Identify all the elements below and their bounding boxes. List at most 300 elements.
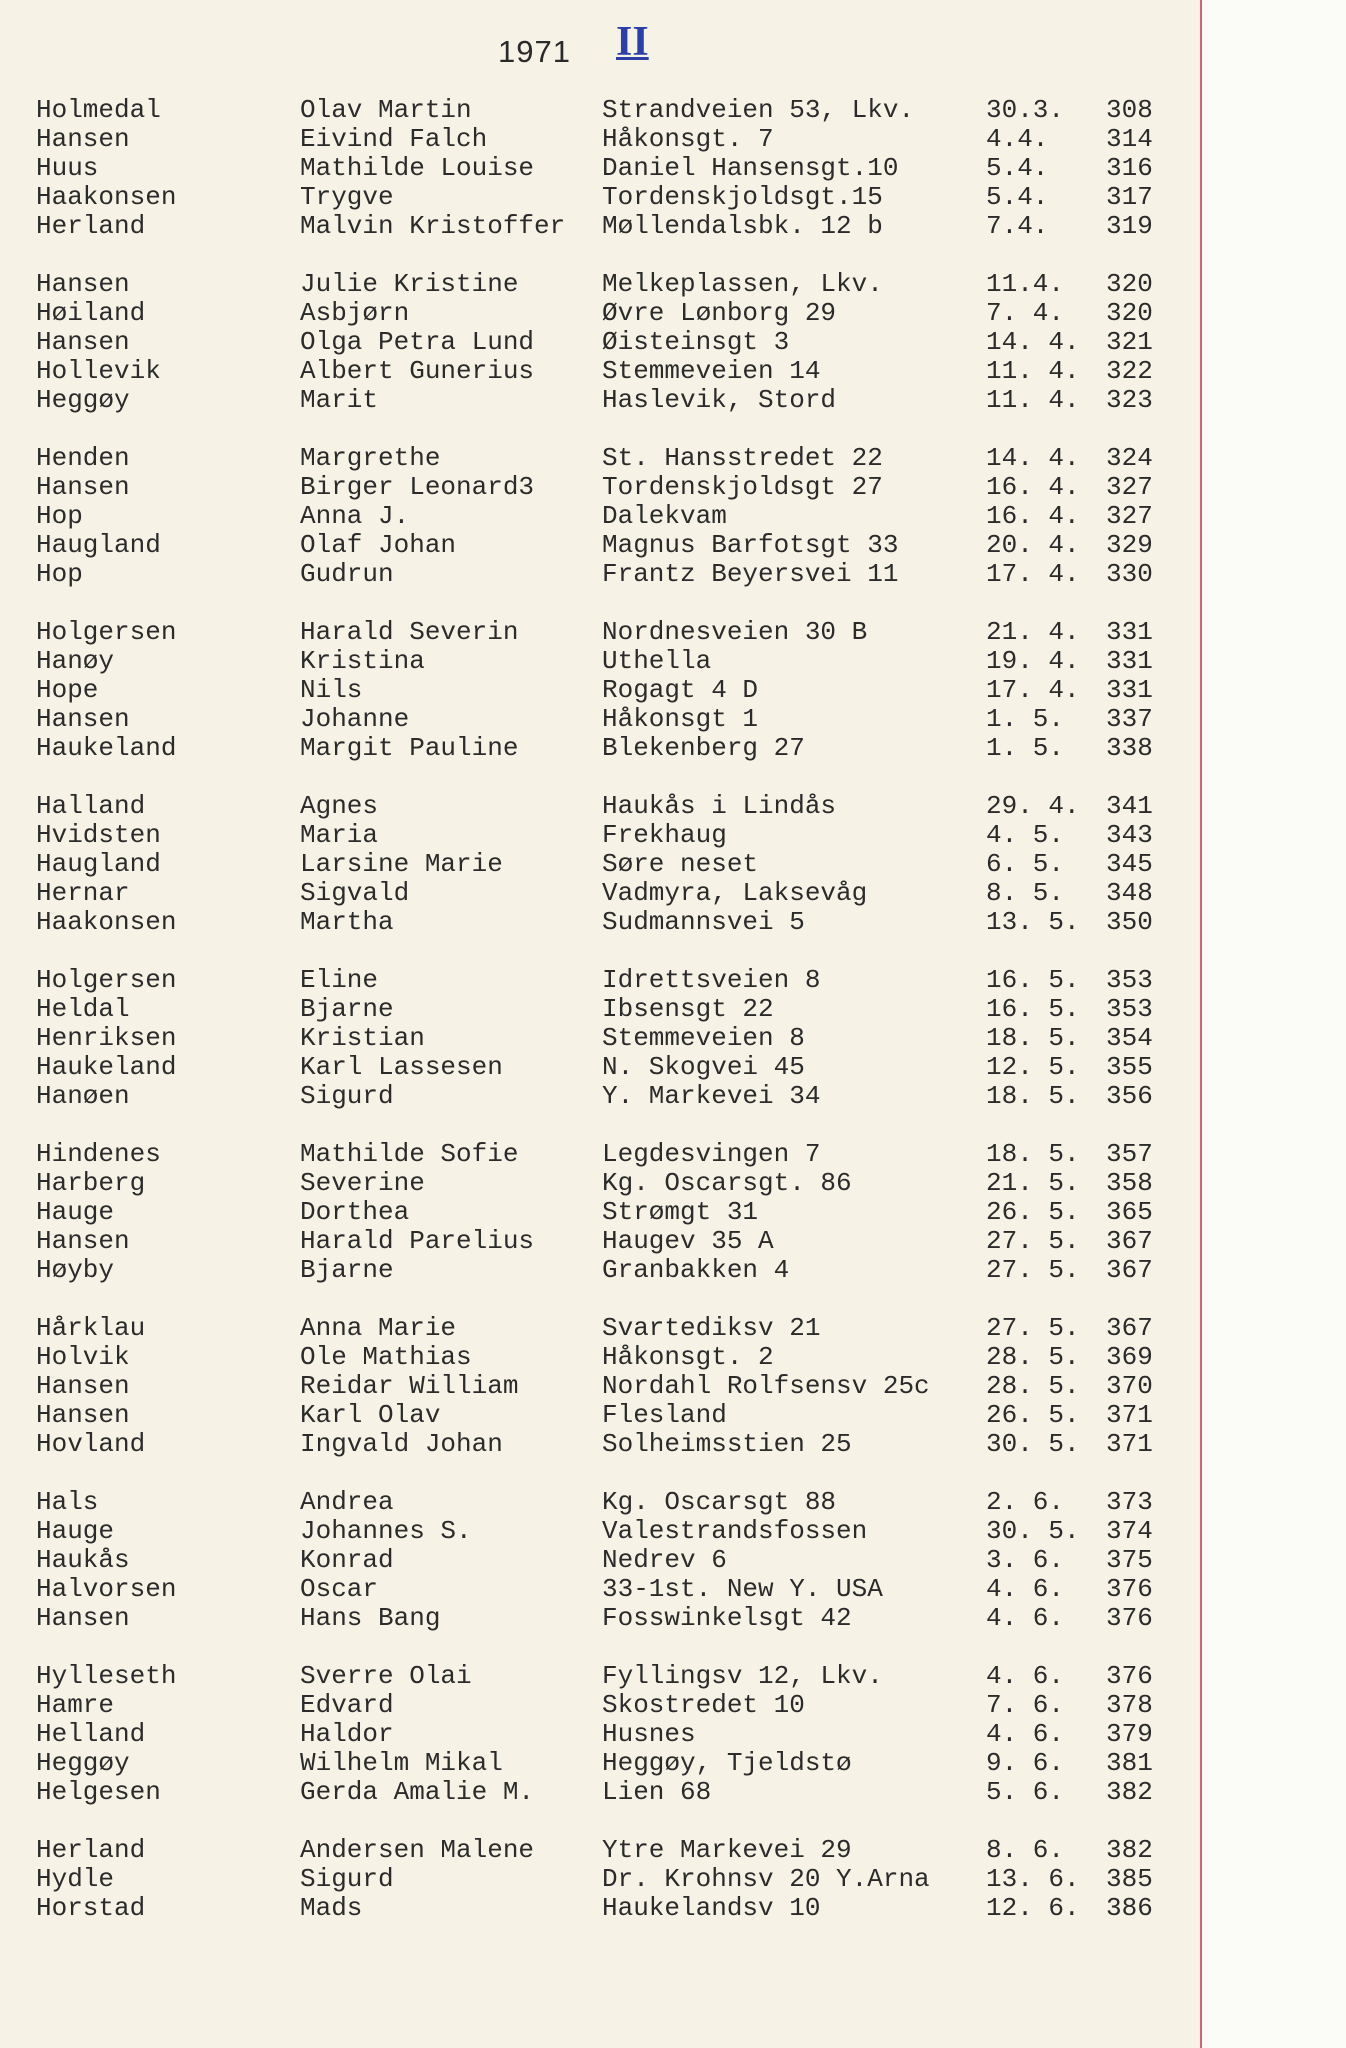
entry-given-names: Sigurd	[300, 1081, 394, 1111]
entry-surname: Holmedal	[36, 95, 161, 125]
entry-surname: Hansen	[36, 1371, 130, 1401]
entry-date: 28. 5.	[986, 1342, 1080, 1372]
entry-surname: Hansen	[36, 472, 130, 502]
entry-surname: Hydle	[36, 1864, 115, 1894]
entry-number: 371	[1106, 1429, 1153, 1459]
register-entry	[0, 792, 1200, 821]
entry-number: 327	[1106, 501, 1153, 531]
entry-address: Fosswinkelsgt 42	[602, 1603, 852, 1633]
register-entry	[0, 1343, 1200, 1372]
register-entry	[0, 299, 1200, 328]
register-entry	[0, 502, 1200, 531]
entry-given-names: Birger Leonard3	[300, 472, 535, 502]
entry-given-names: Julie Kristine	[300, 269, 519, 299]
entry-address: Svartediksv 21	[602, 1313, 821, 1343]
entry-number: 385	[1106, 1864, 1153, 1894]
entry-number: 314	[1106, 124, 1153, 154]
entry-surname: Hanøen	[36, 1081, 130, 1111]
entry-date: 12. 5.	[986, 1052, 1080, 1082]
entry-address: Rogagt 4 D	[602, 675, 759, 705]
entry-surname: Halland	[36, 791, 146, 821]
entry-date: 13. 6.	[986, 1864, 1080, 1894]
entry-address: Daniel Hansensgt.10	[602, 153, 899, 183]
entry-surname: Haukås	[36, 1545, 130, 1575]
entry-surname: Hanøy	[36, 646, 115, 676]
entry-surname: Henden	[36, 443, 130, 473]
entry-date: 5.4.	[986, 182, 1049, 212]
entry-given-names: Andrea	[300, 1487, 394, 1517]
entry-number: 321	[1106, 327, 1153, 357]
entry-number: 308	[1106, 95, 1153, 125]
entry-date: 8. 6.	[986, 1835, 1065, 1865]
entry-given-names: Sverre Olai	[300, 1661, 472, 1691]
entry-date: 11.4.	[986, 269, 1065, 299]
register-entry	[0, 270, 1200, 299]
entry-number: 337	[1106, 704, 1153, 734]
entry-surname: Haakonsen	[36, 907, 177, 937]
entry-date: 7. 4.	[986, 298, 1065, 328]
entry-address: Ytre Markevei 29	[602, 1835, 852, 1865]
entry-surname: Hauge	[36, 1197, 115, 1227]
entry-surname: Holvik	[36, 1342, 130, 1372]
entry-given-names: Trygve	[300, 182, 394, 212]
entry-given-names: Ingvald Johan	[300, 1429, 503, 1459]
entry-surname: Høiland	[36, 298, 146, 328]
entry-given-names: Sigvald	[300, 878, 410, 908]
entry-address: Haugev 35 A	[602, 1226, 774, 1256]
register-entry	[0, 1140, 1200, 1169]
entry-address: Kg. Oscarsgt. 86	[602, 1168, 852, 1198]
entry-number: 345	[1106, 849, 1153, 879]
register-entry	[0, 850, 1200, 879]
entry-surname: Hansen	[36, 327, 130, 357]
entry-address: Haslevik, Stord	[602, 385, 837, 415]
entry-given-names: Mathilde Sofie	[300, 1139, 519, 1169]
entry-surname: Høyby	[36, 1255, 115, 1285]
entry-date: 26. 5.	[986, 1197, 1080, 1227]
register-entry	[0, 1691, 1200, 1720]
entry-number: 367	[1106, 1255, 1153, 1285]
entry-surname: Harberg	[36, 1168, 146, 1198]
register-entry	[0, 125, 1200, 154]
register-entry	[0, 212, 1200, 241]
entry-given-names: Gerda Amalie M.	[300, 1777, 535, 1807]
sheet-number: II	[616, 19, 649, 65]
entry-date: 7.4.	[986, 211, 1049, 241]
entry-surname: Hamre	[36, 1690, 115, 1720]
register-entry	[0, 560, 1200, 589]
entry-date: 27. 5.	[986, 1226, 1080, 1256]
entry-address: Vadmyra, Laksevåg	[602, 878, 868, 908]
entry-date: 4. 6.	[986, 1603, 1065, 1633]
entry-date: 4.4.	[986, 124, 1049, 154]
entry-number: 348	[1106, 878, 1153, 908]
entry-date: 16. 4.	[986, 472, 1080, 502]
entry-address: Solheimsstien 25	[602, 1429, 852, 1459]
entry-date: 4. 6.	[986, 1574, 1065, 1604]
register-entry	[0, 908, 1200, 937]
entry-surname: Helland	[36, 1719, 146, 1749]
register-entry	[0, 154, 1200, 183]
register-entry	[0, 1024, 1200, 1053]
register-entry	[0, 705, 1200, 734]
register-entry	[0, 618, 1200, 647]
entry-given-names: Dorthea	[300, 1197, 410, 1227]
entry-surname: Heggøy	[36, 385, 130, 415]
register-entry	[0, 1372, 1200, 1401]
entry-address: Melkeplassen, Lkv.	[602, 269, 883, 299]
entry-date: 17. 4.	[986, 559, 1080, 589]
entry-number: 355	[1106, 1052, 1153, 1082]
entry-address: Valestrandsfossen	[602, 1516, 868, 1546]
entry-number: 331	[1106, 617, 1153, 647]
entry-given-names: Margrethe	[300, 443, 441, 473]
entry-given-names: Nils	[300, 675, 363, 705]
entry-number: 367	[1106, 1313, 1153, 1343]
entry-address: Y. Markevei 34	[602, 1081, 821, 1111]
entry-surname: Halvorsen	[36, 1574, 177, 1604]
entry-given-names: Larsine Marie	[300, 849, 503, 879]
entry-address: 33-1st. New Y. USA	[602, 1574, 883, 1604]
entry-given-names: Martha	[300, 907, 394, 937]
entry-given-names: Reidar William	[300, 1371, 519, 1401]
entry-given-names: Harald Severin	[300, 617, 519, 647]
entry-date: 4. 6.	[986, 1661, 1065, 1691]
entry-given-names: Karl Lassesen	[300, 1052, 503, 1082]
register-entry	[0, 1401, 1200, 1430]
register-entry	[0, 1749, 1200, 1778]
entry-address: St. Hansstredet 22	[602, 443, 883, 473]
entry-given-names: Johannes S.	[300, 1516, 472, 1546]
entry-number: 316	[1106, 153, 1153, 183]
entry-surname: Haukeland	[36, 733, 177, 763]
register-entry	[0, 96, 1200, 125]
entry-address: Lien 68	[602, 1777, 712, 1807]
entry-given-names: Bjarne	[300, 1255, 394, 1285]
entry-number: 331	[1106, 675, 1153, 705]
entry-given-names: Sigurd	[300, 1864, 394, 1894]
register-entry	[0, 1575, 1200, 1604]
entry-address: Frantz Beyersvei 11	[602, 559, 899, 589]
entry-address: Søre neset	[602, 849, 759, 879]
entry-number: 369	[1106, 1342, 1153, 1372]
entry-date: 11. 4.	[986, 385, 1080, 415]
entry-date: 6. 5.	[986, 849, 1065, 879]
entry-number: 353	[1106, 965, 1153, 995]
entry-address: Tordenskjoldsgt.15	[602, 182, 883, 212]
entry-surname: Herland	[36, 1835, 146, 1865]
entry-date: 5. 6.	[986, 1777, 1065, 1807]
entry-date: 26. 5.	[986, 1400, 1080, 1430]
entry-surname: Hylleseth	[36, 1661, 177, 1691]
entry-date: 30.3.	[986, 95, 1065, 125]
entry-given-names: Oscar	[300, 1574, 379, 1604]
entry-date: 14. 4.	[986, 443, 1080, 473]
register-entry	[0, 1865, 1200, 1894]
entry-given-names: Anna J.	[300, 501, 410, 531]
entry-number: 357	[1106, 1139, 1153, 1169]
entry-surname: Holgersen	[36, 965, 177, 995]
entry-number: 376	[1106, 1574, 1153, 1604]
entry-address: Legdesvingen 7	[602, 1139, 821, 1169]
entry-address: Dr. Krohnsv 20 Y.Arna	[602, 1864, 930, 1894]
entry-date: 8. 5.	[986, 878, 1065, 908]
entry-address: Heggøy, Tjeldstø	[602, 1748, 852, 1778]
entry-surname: Hals	[36, 1487, 99, 1517]
register-entry	[0, 1314, 1200, 1343]
entry-address: N. Skogvei 45	[602, 1052, 805, 1082]
entry-number: 320	[1106, 269, 1153, 299]
entry-surname: Hansen	[36, 1603, 130, 1633]
entry-number: 353	[1106, 994, 1153, 1024]
register-entry	[0, 386, 1200, 415]
entry-number: 322	[1106, 356, 1153, 386]
entry-surname: Haugland	[36, 849, 161, 879]
entry-surname: Huus	[36, 153, 99, 183]
entry-date: 5.4.	[986, 153, 1049, 183]
register-entry	[0, 1778, 1200, 1807]
entry-number: 317	[1106, 182, 1153, 212]
entry-address: Idrettsveien 8	[602, 965, 821, 995]
entry-surname: Helgesen	[36, 1777, 161, 1807]
entry-date: 30. 5.	[986, 1516, 1080, 1546]
entry-number: 319	[1106, 211, 1153, 241]
entry-surname: Hansen	[36, 269, 130, 299]
entry-given-names: Olaf Johan	[300, 530, 457, 560]
entry-given-names: Albert Gunerius	[300, 356, 535, 386]
entry-address: Strømgt 31	[602, 1197, 759, 1227]
register-entry	[0, 1082, 1200, 1111]
entry-surname: Hauge	[36, 1516, 115, 1546]
entry-given-names: Johanne	[300, 704, 410, 734]
register-entry	[0, 1517, 1200, 1546]
entry-given-names: Kristina	[300, 646, 425, 676]
entry-number: 371	[1106, 1400, 1153, 1430]
entry-surname: Horstad	[36, 1893, 146, 1923]
entry-date: 12. 6.	[986, 1893, 1080, 1923]
entry-number: 338	[1106, 733, 1153, 763]
entry-number: 341	[1106, 791, 1153, 821]
entry-date: 2. 6.	[986, 1487, 1065, 1517]
register-entry	[0, 647, 1200, 676]
entry-given-names: Eline	[300, 965, 379, 995]
entry-surname: Hovland	[36, 1429, 146, 1459]
register-entry	[0, 328, 1200, 357]
entry-date: 27. 5.	[986, 1255, 1080, 1285]
entry-date: 16. 5.	[986, 965, 1080, 995]
entry-date: 9. 6.	[986, 1748, 1065, 1778]
entry-given-names: Edvard	[300, 1690, 394, 1720]
entry-surname: Herland	[36, 211, 146, 241]
entry-surname: Haugland	[36, 530, 161, 560]
entry-address: Stemmeveien 14	[602, 356, 821, 386]
entry-address: Magnus Barfotsgt 33	[602, 530, 899, 560]
entry-surname: Hop	[36, 559, 83, 589]
entry-address: Dalekvam	[602, 501, 727, 531]
entry-given-names: Bjarne	[300, 994, 394, 1024]
entry-given-names: Wilhelm Mikal	[300, 1748, 503, 1778]
entry-number: 376	[1106, 1603, 1153, 1633]
entry-number: 367	[1106, 1226, 1153, 1256]
entry-given-names: Olav Martin	[300, 95, 472, 125]
entry-number: 320	[1106, 298, 1153, 328]
entry-date: 13. 5.	[986, 907, 1080, 937]
register-entry	[0, 1546, 1200, 1575]
entry-number: 375	[1106, 1545, 1153, 1575]
entry-date: 18. 5.	[986, 1081, 1080, 1111]
entry-given-names: Gudrun	[300, 559, 394, 589]
entry-number: 382	[1106, 1835, 1153, 1865]
register-entry	[0, 531, 1200, 560]
register-entry	[0, 995, 1200, 1024]
entry-address: Stemmeveien 8	[602, 1023, 805, 1053]
entry-surname: Hop	[36, 501, 83, 531]
register-entry	[0, 1488, 1200, 1517]
entry-surname: Hernar	[36, 878, 130, 908]
entry-address: Kg. Oscarsgt 88	[602, 1487, 837, 1517]
entry-given-names: Haldor	[300, 1719, 394, 1749]
page-year: 1971	[498, 34, 571, 69]
entry-given-names: Marit	[300, 385, 379, 415]
entry-surname: Hollevik	[36, 356, 161, 386]
entry-address: Håkonsgt 1	[602, 704, 759, 734]
entry-address: Haukelandsv 10	[602, 1893, 821, 1923]
register-entry	[0, 1198, 1200, 1227]
entry-date: 16. 4.	[986, 501, 1080, 531]
register-entry	[0, 966, 1200, 995]
register-entry	[0, 1227, 1200, 1256]
register-entry	[0, 1430, 1200, 1459]
entry-date: 3. 6.	[986, 1545, 1065, 1575]
entry-number: 381	[1106, 1748, 1153, 1778]
entry-address: Øisteinsgt 3	[602, 327, 790, 357]
register-entry	[0, 444, 1200, 473]
entry-surname: Hansen	[36, 1226, 130, 1256]
entry-number: 374	[1106, 1516, 1153, 1546]
entry-address: Uthella	[602, 646, 712, 676]
entry-number: 343	[1106, 820, 1153, 850]
entry-number: 323	[1106, 385, 1153, 415]
entry-surname: Hårklau	[36, 1313, 146, 1343]
register-entry	[0, 879, 1200, 908]
entry-given-names: Asbjørn	[300, 298, 410, 328]
entry-given-names: Kristian	[300, 1023, 425, 1053]
entry-address: Granbakken 4	[602, 1255, 790, 1285]
entry-date: 19. 4.	[986, 646, 1080, 676]
register-entry	[0, 821, 1200, 850]
entry-date: 18. 5.	[986, 1023, 1080, 1053]
entry-address: Strandveien 53, Lkv.	[602, 95, 915, 125]
entry-date: 1. 5.	[986, 704, 1065, 734]
register-entry	[0, 1604, 1200, 1633]
register-entry	[0, 734, 1200, 763]
entry-given-names: Mathilde Louise	[300, 153, 535, 183]
entry-given-names: Hans Bang	[300, 1603, 441, 1633]
entry-address: Møllendalsbk. 12 b	[602, 211, 883, 241]
register-entry	[0, 1836, 1200, 1865]
entry-given-names: Eivind Falch	[300, 124, 488, 154]
entry-surname: Hansen	[36, 1400, 130, 1430]
entry-address: Skostredet 10	[602, 1690, 805, 1720]
entry-address: Øvre Lønborg 29	[602, 298, 837, 328]
entry-address: Flesland	[602, 1400, 727, 1430]
register-entry	[0, 357, 1200, 386]
register-entry	[0, 1894, 1200, 1923]
entry-date: 1. 5.	[986, 733, 1065, 763]
entry-date: 4. 6.	[986, 1719, 1065, 1749]
entry-date: 4. 5.	[986, 820, 1065, 850]
entry-surname: Hindenes	[36, 1139, 161, 1169]
entry-number: 376	[1106, 1661, 1153, 1691]
entry-number: 327	[1106, 472, 1153, 502]
entry-address: Tordenskjoldsgt 27	[602, 472, 883, 502]
entry-address: Ibsensgt 22	[602, 994, 774, 1024]
entry-number: 378	[1106, 1690, 1153, 1720]
entry-given-names: Olga Petra Lund	[300, 327, 535, 357]
entry-surname: Hansen	[36, 124, 130, 154]
entry-surname: Henriksen	[36, 1023, 177, 1053]
entry-surname: Heldal	[36, 994, 130, 1024]
entry-date: 28. 5.	[986, 1371, 1080, 1401]
entry-number: 382	[1106, 1777, 1153, 1807]
entry-number: 370	[1106, 1371, 1153, 1401]
entry-given-names: Margit Pauline	[300, 733, 519, 763]
entry-given-names: Maria	[300, 820, 379, 850]
register-entry	[0, 1053, 1200, 1082]
entry-date: 7. 6.	[986, 1690, 1065, 1720]
entry-date: 29. 4.	[986, 791, 1080, 821]
entry-number: 329	[1106, 530, 1153, 560]
entry-address: Fyllingsv 12, Lkv.	[602, 1661, 883, 1691]
entry-surname: Haukeland	[36, 1052, 177, 1082]
register-entry	[0, 1256, 1200, 1285]
entry-surname: Haakonsen	[36, 182, 177, 212]
entry-number: 373	[1106, 1487, 1153, 1517]
entry-surname: Hope	[36, 675, 99, 705]
entry-number: 365	[1106, 1197, 1153, 1227]
entry-date: 21. 5.	[986, 1168, 1080, 1198]
entry-date: 18. 5.	[986, 1139, 1080, 1169]
register-entry	[0, 1720, 1200, 1749]
entry-number: 356	[1106, 1081, 1153, 1111]
entry-number: 379	[1106, 1719, 1153, 1749]
entry-date: 30. 5.	[986, 1429, 1080, 1459]
entry-number: 354	[1106, 1023, 1153, 1053]
entry-number: 386	[1106, 1893, 1153, 1923]
entry-date: 17. 4.	[986, 675, 1080, 705]
entry-address: Haukås i Lindås	[602, 791, 837, 821]
entry-date: 14. 4.	[986, 327, 1080, 357]
entry-number: 350	[1106, 907, 1153, 937]
entry-number: 330	[1106, 559, 1153, 589]
entry-address: Håkonsgt. 7	[602, 124, 774, 154]
entry-given-names: Ole Mathias	[300, 1342, 472, 1372]
entry-given-names: Karl Olav	[300, 1400, 441, 1430]
entry-surname: Hansen	[36, 704, 130, 734]
register-entry	[0, 473, 1200, 502]
margin-rule	[1200, 0, 1202, 2048]
entry-number: 358	[1106, 1168, 1153, 1198]
register-entry	[0, 676, 1200, 705]
entry-date: 20. 4.	[986, 530, 1080, 560]
entry-date: 16. 5.	[986, 994, 1080, 1024]
entry-date: 27. 5.	[986, 1313, 1080, 1343]
entry-address: Nordnesveien 30 B	[602, 617, 868, 647]
entry-address: Sudmannsvei 5	[602, 907, 805, 937]
entry-given-names: Anna Marie	[300, 1313, 457, 1343]
entry-address: Håkonsgt. 2	[602, 1342, 774, 1372]
entry-address: Nedrev 6	[602, 1545, 727, 1575]
